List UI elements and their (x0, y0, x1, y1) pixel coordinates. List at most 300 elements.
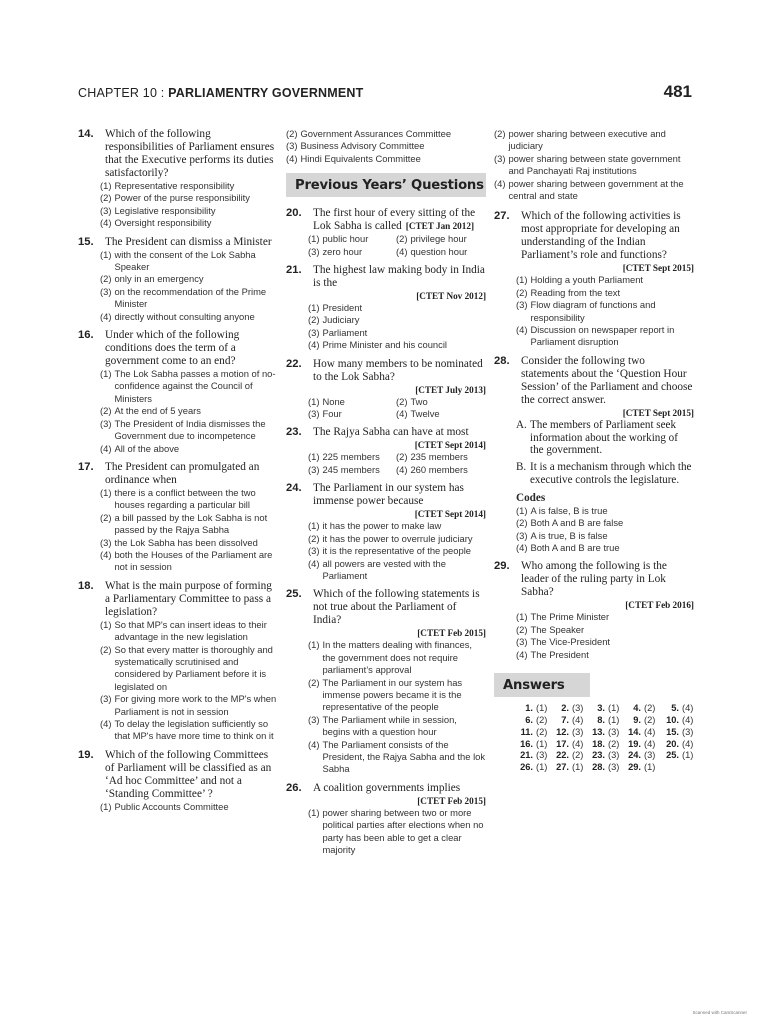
option-text: So that every matter is thoroughly and systematically scrutinised and considered by Parliament before it is legislated on (114, 643, 273, 692)
answer-cell (552, 715, 588, 727)
answer-question-number: 15. (666, 726, 679, 737)
question-text (313, 482, 486, 520)
option (308, 451, 396, 463)
option (100, 549, 278, 574)
option-text: Government Assurances Committee (300, 128, 452, 139)
option-text: 260 members (410, 463, 468, 475)
question-28 (494, 355, 694, 555)
options-list (516, 611, 694, 661)
option-text: 235 members (410, 451, 468, 463)
option-text: question hour (410, 245, 468, 257)
statement-key: A. (516, 418, 527, 431)
answer-question-number: 10. (666, 714, 679, 725)
answer-cell (552, 727, 588, 739)
answer-question-number: 14. (628, 726, 641, 737)
option-text: So that MP's can insert ideas to their advantage in the new legislation (114, 618, 267, 643)
answer-question-number: 26. (520, 762, 533, 773)
answer-question-number: 2. (561, 703, 569, 714)
question-text-body: The first hour of every sitting of the Lok Sabha is called (313, 207, 476, 233)
answer-cell (552, 750, 588, 762)
exam-source-tag: [CTET Jan 2012] (405, 221, 475, 232)
option-text: it has the power to make law (322, 520, 442, 532)
question-26 (286, 782, 486, 857)
answer-cell (588, 739, 624, 751)
option-text: on the recommendation of the Prime Minister (114, 285, 267, 310)
question-stem (78, 749, 278, 801)
option-number: (1) (516, 611, 528, 623)
answer-option: (3) (536, 750, 548, 761)
option-number: (2) (396, 395, 408, 407)
option-number: (4) (308, 339, 320, 351)
question-number: 25. (286, 588, 302, 601)
question-number: 20. (286, 207, 302, 220)
answer-cell (552, 762, 588, 774)
question-text (105, 580, 278, 619)
option-number: (1) (308, 806, 320, 818)
option-text: The Speaker (530, 623, 585, 635)
answer-option: (2) (536, 726, 548, 737)
option-text: all powers are vested with the Parliament (322, 557, 446, 581)
option (308, 339, 486, 351)
answer-option: (3) (608, 750, 620, 761)
option (100, 537, 278, 549)
option-number: (3) (308, 408, 320, 420)
answer-question-number: 18. (592, 738, 605, 749)
option-number: (3) (100, 693, 112, 705)
answer-option: (1) (608, 703, 620, 714)
answer-option: (1) (682, 750, 694, 761)
question-text-body: Who among the following is the leader of the ruling party in Lok Sabha? (521, 560, 667, 599)
option-text: a bill passed by the Lok Sabha is not passed by the Rajya Sabha (114, 511, 268, 536)
option-text: zero hour (322, 245, 363, 257)
statement-text: The members of Parliament seek information about the working of the government. (530, 418, 678, 457)
option (516, 299, 694, 324)
answer-cell (624, 727, 662, 739)
option-text: only in an emergency (114, 273, 204, 285)
option-text: Holding a youth Parliament (530, 274, 644, 286)
option-text: The Parliament while in session, begins with a question hour (322, 713, 457, 738)
option-number: (2) (100, 192, 112, 204)
option (308, 639, 486, 676)
answer-question-number: 27. (556, 762, 569, 773)
answer-question-number: 23. (592, 750, 605, 761)
question-text-body: The Rajya Sabha can have at most (313, 426, 469, 439)
option-text: At the end of 5 years (114, 405, 201, 417)
option-number: (2) (308, 532, 320, 544)
answer-cell (552, 739, 588, 751)
option-text: both the Houses of the Parliament are not in session (114, 548, 273, 573)
option (100, 443, 278, 455)
option (516, 530, 694, 542)
option-text: the Lok Sabha has been dissolved (114, 536, 258, 548)
answer-question-number: 20. (666, 738, 679, 749)
option-text: public hour (322, 233, 369, 245)
question-text-body: Which of the following statements is not true about the Parliament of India? (313, 588, 480, 627)
option-number: (2) (396, 233, 408, 245)
answer-cell (516, 727, 552, 739)
option (100, 512, 278, 537)
option (396, 451, 486, 463)
question-text (105, 236, 278, 249)
option-number: (3) (516, 636, 528, 648)
answer-option: (1) (536, 738, 548, 749)
answers-title: Answers (503, 677, 565, 693)
answer-row (516, 715, 694, 727)
answer-option: (1) (608, 714, 620, 725)
question-stem (78, 236, 278, 249)
option (100, 418, 278, 443)
answer-question-number: 21. (520, 750, 533, 761)
question-text-body: Under which of the following conditions does the term of a government come to an end? (105, 329, 240, 368)
option (308, 739, 486, 776)
option (516, 542, 694, 554)
column-middle (286, 128, 486, 862)
option-text: The President of India dismisses the Government due to incompetence (114, 417, 266, 442)
option (100, 217, 278, 229)
question-25 (286, 588, 486, 775)
option-number: (1) (100, 248, 112, 260)
answer-key (516, 703, 694, 774)
answer-cell (662, 750, 698, 762)
chapter-prefix: CHAPTER 10 : (78, 86, 165, 100)
option (100, 693, 278, 718)
option-number: (3) (308, 463, 320, 475)
q19-continued-options (286, 128, 486, 165)
question-text-body: The President can dismiss a Minister (105, 235, 272, 248)
answer-cell (588, 762, 624, 774)
question-stem (286, 426, 486, 451)
question-stem (286, 264, 486, 302)
options-grid (308, 451, 486, 476)
option-text: it is the representative of the people (322, 545, 471, 557)
chapter-heading (78, 86, 364, 100)
options-list (308, 520, 486, 582)
option-number: (3) (516, 529, 528, 541)
answer-cell (588, 727, 624, 739)
answer-question-number: 8. (597, 714, 605, 725)
answer-option: (3) (682, 726, 694, 737)
question-text-body: What is the main purpose of forming a Parliamentary Committee to pass a legislation? (105, 579, 272, 618)
question-number: 23. (286, 426, 302, 439)
option (516, 287, 694, 299)
statement (516, 461, 694, 487)
option (100, 487, 278, 512)
answer-option: (1) (644, 762, 656, 773)
question-text (313, 782, 486, 807)
option-text: The Vice-President (530, 636, 611, 648)
option-text: None (322, 395, 345, 407)
option (396, 396, 486, 408)
statement-key: B. (516, 461, 527, 474)
option-number: (3) (308, 713, 320, 725)
option (286, 153, 486, 165)
option-text: power sharing between two or more political parties after elections when no party has been able to get a clear majority (322, 806, 484, 855)
answer-row (516, 739, 694, 751)
answer-question-number: 22. (556, 750, 569, 761)
option-number: (1) (100, 368, 112, 380)
column-right (494, 128, 694, 774)
option-number: (2) (308, 314, 320, 326)
question-number: 24. (286, 482, 302, 495)
answer-question-number: 25. (666, 750, 679, 761)
exam-source-tag: [CTET Feb 2015] (417, 628, 486, 639)
option-number: (4) (286, 152, 298, 164)
options-list (516, 274, 694, 348)
option-text: Representative responsibility (114, 180, 235, 191)
options-list (100, 249, 278, 323)
option (516, 636, 694, 648)
option-number: (3) (494, 152, 506, 164)
question-18 (78, 580, 278, 743)
question-number: 29. (494, 560, 510, 573)
option-text: power sharing between state government and Panchayati Raj institutions (508, 152, 681, 177)
scanner-watermark: Scanned with CamScanner (692, 1010, 747, 1015)
question-17 (78, 461, 278, 574)
option (396, 246, 486, 258)
question-text-body: How many members to be nominated to the Lok Sabha? (313, 357, 483, 383)
option-text: The President (530, 648, 589, 660)
option (308, 545, 486, 557)
option-number: (3) (516, 299, 528, 311)
option-number: (3) (308, 545, 320, 557)
answer-option: (3) (572, 726, 584, 737)
options-list (100, 368, 278, 455)
answer-question-number: 29. (628, 762, 641, 773)
option-text: Parliament (322, 326, 368, 338)
question-stem (494, 560, 694, 611)
option-number: (4) (100, 217, 112, 229)
option-text: power sharing between government at the central and state (508, 177, 684, 202)
option-text: Flow diagram of functions and responsibility (530, 299, 656, 323)
option-text: The Lok Sabha passes a motion of no-confidence against the Council of Ministers (114, 368, 276, 404)
exam-source-tag: [CTET Feb 2016] (625, 600, 694, 611)
option-number: (4) (396, 408, 408, 420)
option (308, 314, 486, 326)
option-number: (1) (100, 800, 112, 812)
option-number: (4) (516, 542, 528, 554)
option-text: Four (322, 408, 342, 420)
option-text: Twelve (410, 408, 440, 420)
option-number: (1) (100, 618, 112, 630)
answer-cell (624, 762, 662, 774)
q26-continued-options (494, 128, 694, 202)
answer-question-number: 6. (525, 714, 533, 725)
answer-option: (4) (644, 738, 656, 749)
option-number: (4) (396, 463, 408, 475)
option (100, 368, 278, 405)
option-text: The Prime Minister (530, 611, 610, 623)
exam-source-tag: [CTET Feb 2015] (417, 795, 486, 806)
option (286, 128, 486, 140)
answer-cell (516, 762, 552, 774)
exam-source-tag: [CTET Nov 2012] (416, 291, 486, 302)
answer-question-number: 28. (592, 762, 605, 773)
answer-option: (2) (608, 738, 620, 749)
options-grid (308, 396, 486, 421)
answer-option: (4) (682, 703, 694, 714)
page-number: 481 (663, 82, 692, 101)
question-27 (494, 210, 694, 348)
question-text-body: Which of the following Committees of Parliament will be classified as an ‘Ad hoc Committee’ and not a ‘Standing Committee’ ? (105, 748, 272, 800)
option-number: (2) (516, 517, 528, 529)
options-grid (308, 233, 486, 258)
option-number: (1) (516, 504, 528, 516)
option-number: (4) (516, 648, 528, 660)
option-text: with the consent of the Lok Sabha Speaker (114, 248, 256, 273)
option-text: To delay the legislation sufficiently so that MP's have more time to think on it (114, 718, 274, 742)
option-number: (2) (494, 128, 506, 139)
answer-question-number: 5. (671, 703, 679, 714)
option-number: (2) (396, 451, 408, 463)
exam-source-tag: [CTET Sept 2015] (622, 407, 694, 418)
question-16 (78, 329, 278, 455)
options-list (100, 801, 278, 813)
option (516, 517, 694, 529)
option-text: Two (410, 395, 428, 407)
answer-cell (516, 739, 552, 751)
answer-option: (4) (644, 726, 656, 737)
question-text (313, 207, 486, 233)
answer-option: (4) (682, 738, 694, 749)
answers-banner (494, 673, 590, 697)
option (100, 249, 278, 274)
option (100, 801, 278, 813)
option-number: (2) (308, 676, 320, 688)
answer-row (516, 750, 694, 762)
answer-cell (552, 703, 588, 715)
option-number: (4) (100, 548, 112, 560)
answer-cell (662, 703, 698, 715)
answer-row (516, 703, 694, 715)
question-text (521, 355, 694, 419)
answer-option: (3) (608, 762, 620, 773)
option (516, 611, 694, 623)
question-number: 17. (78, 460, 94, 473)
codes-heading: Codes (516, 491, 546, 504)
option (396, 233, 486, 245)
option-number: (2) (286, 128, 298, 139)
answer-option: (1) (572, 762, 584, 773)
question-number: 16. (78, 329, 94, 342)
question-text-body: The Parliament in our system has immense power because (313, 482, 464, 508)
option (494, 178, 694, 203)
question-stem (78, 461, 278, 487)
option-text: privilege hour (410, 233, 467, 245)
option-text: A is false, B is true (530, 504, 608, 516)
question-stem (286, 482, 486, 520)
options-list (308, 639, 486, 775)
answer-question-number: 9. (633, 714, 641, 725)
option (100, 405, 278, 417)
answer-question-number: 11. (520, 726, 533, 737)
chapter-title: PARLIAMENTRY GOVERNMENT (168, 86, 364, 100)
question-19 (78, 749, 278, 813)
option-text: Legislative responsibility (114, 204, 216, 216)
option (100, 180, 278, 192)
question-text (313, 426, 486, 451)
answer-question-number: 24. (628, 750, 641, 761)
question-number: 21. (286, 264, 302, 277)
option-number: (3) (308, 326, 320, 338)
option-number: (2) (100, 511, 112, 523)
question-number: 22. (286, 357, 302, 370)
question-number: 18. (78, 579, 94, 592)
question-text-body: Which of the following activities is most appropriate for developing an understanding of the Indian Parliament’s role and functions? (521, 210, 681, 262)
question-number: 19. (78, 748, 94, 761)
answer-cell (624, 715, 662, 727)
option (100, 192, 278, 204)
question-stem (78, 580, 278, 619)
answer-cell (624, 703, 662, 715)
option (100, 644, 278, 694)
question-text (313, 264, 486, 302)
option-number: (1) (308, 520, 320, 532)
option-number: (1) (308, 395, 320, 407)
question-number: 26. (286, 781, 302, 794)
question-23 (286, 426, 486, 476)
option-number: (4) (396, 245, 408, 257)
options-list (308, 302, 486, 352)
option (100, 286, 278, 311)
column-left (78, 128, 278, 819)
option-number: (3) (100, 417, 112, 429)
previous-years-questions-banner (286, 173, 486, 197)
option-text: Reading from the text (530, 286, 621, 298)
option-number: (1) (100, 486, 112, 498)
option (516, 624, 694, 636)
option (308, 327, 486, 339)
question-number: 27. (494, 210, 510, 223)
answer-row (516, 727, 694, 739)
option-number: (4) (494, 177, 506, 189)
option (308, 677, 486, 714)
question-text (105, 329, 278, 368)
option (516, 649, 694, 661)
option-text: Judiciary (322, 314, 360, 326)
option-number: (3) (100, 536, 112, 548)
question-text-body: Consider the following two statements about the ‘Question Hour Session’ of the Parliament and choose the correct answer. (521, 354, 693, 406)
question-29 (494, 560, 694, 661)
option-number: (4) (100, 718, 112, 729)
question-22 (286, 358, 486, 421)
option-text: Business Advisory Committee (300, 140, 425, 152)
option-number: (1) (308, 302, 320, 314)
option-number: (2) (516, 623, 528, 635)
option (100, 273, 278, 285)
option-text: directly without consulting anyone (114, 310, 255, 322)
answer-cell (624, 750, 662, 762)
exam-source-tag: [CTET Sept 2014] (414, 440, 486, 451)
option-number: (1) (308, 233, 320, 245)
question-text (105, 749, 278, 801)
answer-row (516, 762, 694, 774)
option-text: power sharing between executive and judiciary (508, 128, 666, 152)
question-stem (286, 358, 486, 396)
statement-text: It is a mechanism through which the executive controls the legislature. (530, 461, 692, 487)
question-24 (286, 482, 486, 582)
answer-question-number: 3. (597, 703, 605, 714)
question-text (521, 210, 694, 274)
question-stem (78, 128, 278, 180)
option-number: (1) (308, 639, 320, 651)
option (308, 533, 486, 545)
option (494, 128, 694, 153)
option (308, 807, 486, 857)
option (494, 153, 694, 178)
question-text (105, 461, 278, 487)
answer-cell (516, 703, 552, 715)
question-number: 28. (494, 354, 510, 367)
